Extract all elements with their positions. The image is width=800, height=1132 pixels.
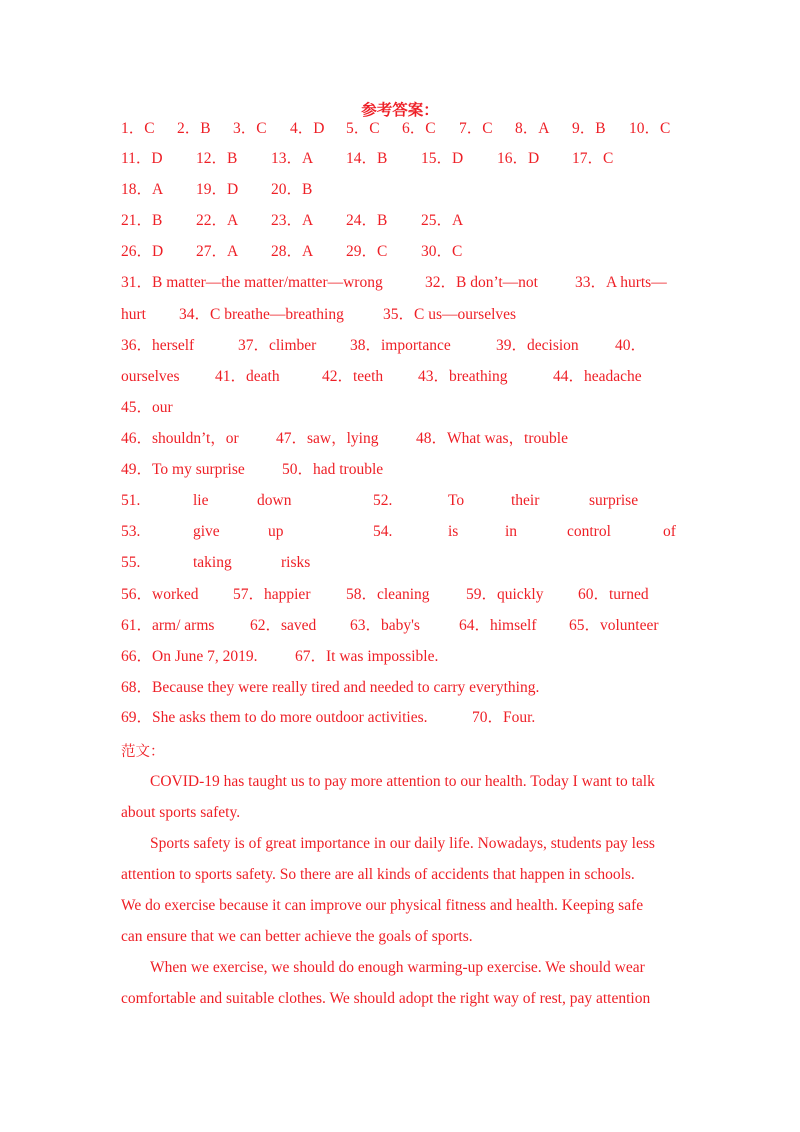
answer-item: is xyxy=(448,523,459,540)
answer-item: 6．C xyxy=(402,120,436,137)
answer-row xyxy=(0,520,800,544)
answer-item: 15．D xyxy=(421,150,464,167)
answer-item: 64．himself xyxy=(459,617,537,634)
answer-item: 7．C xyxy=(459,120,493,137)
answer-item: 3．C xyxy=(233,120,267,137)
answer-item: 56．worked xyxy=(121,586,199,603)
answer-row xyxy=(0,551,800,575)
answer-item: 46．shouldn’t，or xyxy=(121,430,239,447)
answer-item: 57．happier xyxy=(233,586,311,603)
answer-item: 18．A xyxy=(121,181,164,198)
answer-item: 43．breathing xyxy=(418,368,508,385)
answer-item: 13．A xyxy=(271,150,314,167)
answer-item: 8．A xyxy=(515,120,550,137)
answer-item: 41．death xyxy=(215,368,280,385)
answer-item: 54. xyxy=(373,523,393,540)
answer-item: 22．A xyxy=(196,212,239,229)
essay-line: COVID-19 has taught us to pay more attention to our health. Today I want to talk xyxy=(150,773,655,790)
answer-item: 21．B xyxy=(121,212,163,229)
answer-item: 55. xyxy=(121,554,141,571)
answer-item: 25．A xyxy=(421,212,464,229)
essay-line: When we exercise, we should do enough warming-up exercise. We should wear xyxy=(150,959,645,976)
answer-row xyxy=(0,458,800,482)
answer-item: 48．What was，trouble xyxy=(416,430,568,447)
answer-item: 23．A xyxy=(271,212,314,229)
answer-item: 10．C xyxy=(629,120,671,137)
answer-row xyxy=(0,489,800,513)
essay-line: comfortable and suitable clothes. We should adopt the right way of rest, pay attention xyxy=(121,990,651,1007)
answer-item: 58．cleaning xyxy=(346,586,430,603)
answer-item: their xyxy=(511,492,540,509)
answer-item: 49．To my surprise xyxy=(121,461,245,478)
answer-row xyxy=(0,240,800,264)
answer-item: 34．C breathe—breathing xyxy=(179,306,344,323)
essay-line: We do exercise because it can improve our physical fitness and health. Keeping safe xyxy=(121,897,644,914)
answer-row xyxy=(0,271,800,295)
answer-item: 27．A xyxy=(196,243,239,260)
answer-item: 29．C xyxy=(346,243,388,260)
answer-item: 17．C xyxy=(572,150,614,167)
answer-row xyxy=(0,178,800,202)
answer-item: 28．A xyxy=(271,243,314,260)
page-title: 参考答案： xyxy=(361,101,439,119)
answer-item: 35．C us—ourselves xyxy=(383,306,517,323)
answer-item: lie xyxy=(193,492,209,509)
answer-row xyxy=(0,614,800,638)
answer-item: 11．D xyxy=(121,150,163,167)
answer-item: control xyxy=(567,523,611,540)
answer-item: 1．C xyxy=(121,120,155,137)
essay-line: about sports safety. xyxy=(121,804,241,821)
answer-item: in xyxy=(505,523,518,540)
answer-item: 47．saw，lying xyxy=(276,430,379,447)
answer-row xyxy=(0,427,800,451)
answer-item: 53. xyxy=(121,523,141,540)
answer-item: 12．B xyxy=(196,150,238,167)
answer-row xyxy=(0,303,800,327)
answer-item: 65．volunteer xyxy=(569,617,659,634)
essay-line: attention to sports safety. So there are all kinds of accidents that happen in schools. xyxy=(121,866,635,883)
answer-row xyxy=(0,583,800,607)
answer-item: 26．D xyxy=(121,243,164,260)
answer-item: ourselves xyxy=(121,368,180,385)
answer-item: 33．A hurts— xyxy=(575,274,667,291)
answer-item: 9．B xyxy=(572,120,606,137)
answer-item: of xyxy=(663,523,676,540)
answer-item: 19．D xyxy=(196,181,239,198)
answer-item: 39．decision xyxy=(496,337,579,354)
answer-item: 61．arm/ arms xyxy=(121,617,215,634)
answer-item: 68．Because they were really tired and needed to carry everything. xyxy=(121,679,540,696)
answer-item: 32．B don’t—not xyxy=(425,274,538,291)
answer-item: 50．had trouble xyxy=(282,461,384,478)
answer-row xyxy=(0,396,800,420)
answer-item: 42．teeth xyxy=(322,368,384,385)
answer-item: 70．Four. xyxy=(472,709,536,726)
answer-row xyxy=(0,117,800,141)
answer-item: To xyxy=(448,492,465,509)
answer-item: 59．quickly xyxy=(466,586,544,603)
answer-item: 45．our xyxy=(121,399,173,416)
answer-item: 2．B xyxy=(177,120,211,137)
answer-item: 52. xyxy=(373,492,393,509)
answer-item: 5．C xyxy=(346,120,380,137)
answer-row xyxy=(0,334,800,358)
answer-row xyxy=(0,365,800,389)
answer-item: 62．saved xyxy=(250,617,317,634)
answer-item: 63．baby's xyxy=(350,617,420,634)
answer-item: 51. xyxy=(121,492,141,509)
answer-row xyxy=(0,147,800,171)
answer-item: 69．She asks them to do more outdoor activities. xyxy=(121,709,428,726)
essay-line: Sports safety is of great importance in our daily life. Nowadays, students pay less xyxy=(150,835,655,852)
essay-label: 范文： xyxy=(121,744,165,760)
answer-item: risks xyxy=(281,554,311,571)
answer-item: 24．B xyxy=(346,212,388,229)
answer-item: give xyxy=(193,523,220,540)
answer-item: 30．C xyxy=(421,243,463,260)
answer-item: 14．B xyxy=(346,150,388,167)
answer-item: 38．importance xyxy=(350,337,451,354)
answer-item: 44．headache xyxy=(553,368,642,385)
answer-item: hurt xyxy=(121,306,146,323)
answer-item: 31．B matter—the matter/matter—wrong xyxy=(121,274,383,291)
answer-item: 20．B xyxy=(271,181,313,198)
answer-item: 67．It was impossible. xyxy=(295,648,439,665)
answer-item: 4．D xyxy=(290,120,325,137)
answer-row xyxy=(0,645,800,669)
answer-item: up xyxy=(268,523,284,540)
answer-row xyxy=(0,676,800,700)
essay-line: can ensure that we can better achieve the goals of sports. xyxy=(121,928,473,945)
answer-item: 66．On June 7, 2019. xyxy=(121,648,258,665)
answer-item: taking xyxy=(193,554,232,571)
answer-row xyxy=(0,209,800,233)
answer-item: 16．D xyxy=(497,150,540,167)
answer-item: surprise xyxy=(589,492,639,509)
answer-row xyxy=(0,706,800,730)
answer-item: 36．herself xyxy=(121,337,195,354)
answer-item: 37．climber xyxy=(238,337,317,354)
answer-item: down xyxy=(257,492,292,509)
answer-item: 40． xyxy=(615,337,647,354)
answer-item: 60．turned xyxy=(578,586,649,603)
